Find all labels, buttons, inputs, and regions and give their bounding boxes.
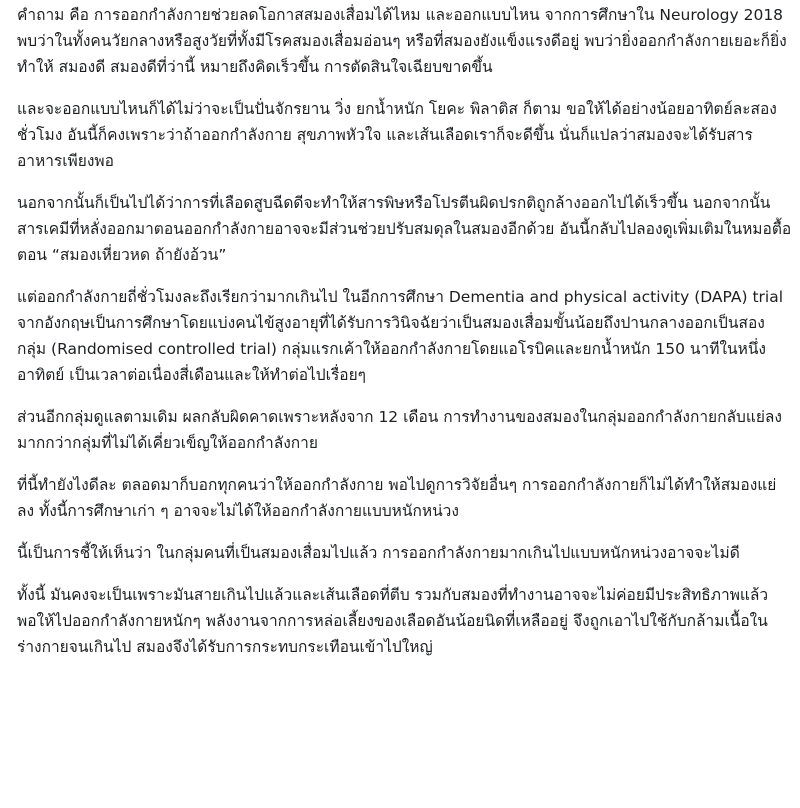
post-body bbox=[17, 2, 792, 660]
paragraph-6: ที่นี้ทำยังไงดีละ ตลอดมาก็บอกทุกคนว่าให้ออกกำลังกาย พอไปดูการวิจัยอื่นๆ การออกกำลังกายก็ไม่ได้ทำให้สมองแย่ลง ทั้งนี้การศึกษาเก่า ๆ อาจจะไม่ได้ให้ออกกำลังกายแบบหนักหน่วง bbox=[17, 476, 777, 520]
paragraph-8: ทั้งนี้ มันคงจะเป็นเพราะมันสายเกินไปแล้วและเส้นเลือดที่ตีบ รวมกับสมองที่ทำงานอาจจะไม่ค่อยมีประสิทธิภาพแล้ว พอให้ไปออกกำลังกายหนักๆ พลังงานจากการหล่อเลี้ยงของเลือดอันน้อยนิดที่เหลืออยู่ จึงถูกเอาไปใช้กับกล้ามเนื้อในร่างกายจนเกินไป สมองจึงได้รับการกระทบกระเทือนเข้าไปใหญ่ bbox=[17, 586, 769, 656]
paragraph-2: และจะออกแบบไหนก็ได้ไม่ว่าจะเป็นปั่นจักรยาน วิ่ง ยกน้ำหนัก โยคะ พิลาติส ก็ตาม ขอให้ได้อย่างน้อยอาทิตย์ละสองชั่วโมง อันนี้ก็คงเพราะว่าถ้าออกกำลังกาย สุขภาพหัวใจ และเส้นเลือดเราก็จะดีขึ้น นั่นก็แปลว่าสมองจะได้รับสารอาหารเพียงพอ bbox=[17, 100, 777, 170]
paragraph-5: ส่วนอีกกลุ่มดูแลตามเดิม ผลกลับผิดคาดเพราะหลังจาก 12 เดือน การทำงานของสมองในกลุ่มออกกำลังกายกลับแย่ลงมากกว่ากลุ่มที่ไม่ได้เคี่ยวเข็ญให้ออกกำลังกาย bbox=[17, 408, 782, 452]
paragraph-1: คำถาม คือ การออกกำลังกายช่วยลดโอกาสสมองเสื่อมได้ไหม และออกแบบไหน จากการศึกษาใน Neurology 2018 พบว่าในทั้งคนวัยกลางหรือสูงวัยที่ทั้งมีโรคสมองเสื่อมอ่อนๆ หรือที่สมองยังแข็งแรงดีอยู่ พบว่ายิ่งออกกำลังกายเยอะก็ยิ่งทำให้ สมองดี สมองดีที่ว่านี้ หมายถึงคิดเร็วขึ้น การตัดสินใจเฉียบขาดขึ้น bbox=[17, 6, 787, 76]
paragraph-3: นอกจากนั้นก็เป็นไปได้ว่าการที่เลือดสูบฉีดดีจะทำให้สารพิษหรือโปรตีนผิดปรกติถูกล้างออกไปได้เร็วขึ้น นอกจากนั้นสารเคมีที่หลั่งออกมาตอนออกกำลังกายอาจจะมีส่วนช่วยปรับสมดุลในสมองอีกด้วย อันนี้กลับไปลองดูเพิ่มเติมในหมอตื้อตอน “สมองเหี่ยวหด ถ้ายังอ้วน” bbox=[17, 194, 792, 264]
paragraph-7: นี้เป็นการชี้ให้เห็นว่า ในกลุ่มคนที่เป็นสมองเสื่อมไปแล้ว การออกกำลังกายมากเกินไปแบบหนักหน่วงอาจจะไม่ดี bbox=[17, 544, 740, 562]
paragraph-4: แต่ออกกำลังกายถี่ชั่วโมงละถึงเรียกว่ามากเกินไป ในอีกการศึกษา Dementia and physical activity (DAPA) trial จากอังกฤษเป็นการศึกษาโดยแบ่งคนไข้สูงอายุที่ได้รับการวินิจฉัยว่าเป็นสมองเสื่อมขั้นน้อยถึงปานกลางออกเป็นสองกลุ่ม (Randomised controlled trial) กลุ่มแรกเค้าให้ออกกำลังกายโดยแอโรบิคและยกน้ำหนัก 150 นาทีในหนึ่งอาทิตย์ เป็นเวลาต่อเนื่องสี่เดือนและให้ทำต่อไปเรื่อยๆ bbox=[17, 288, 784, 384]
